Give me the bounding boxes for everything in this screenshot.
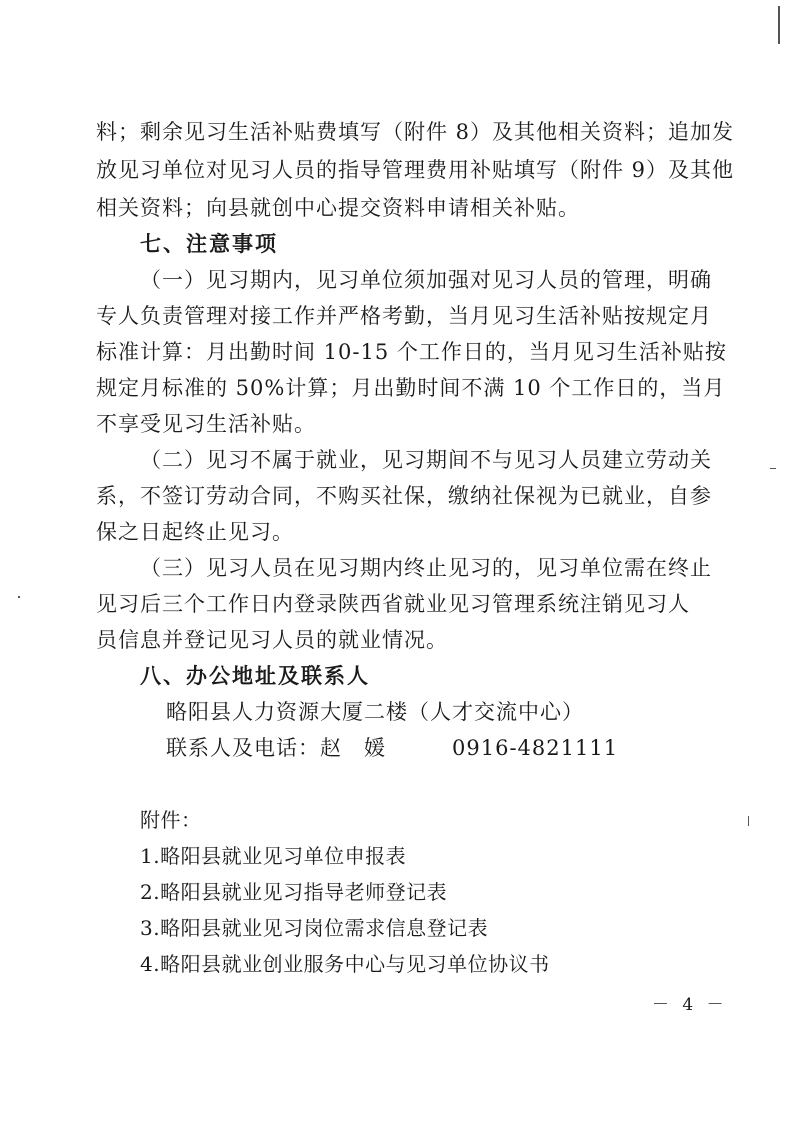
paragraph-line: 标准计算：月出勤时间 10-15 个工作日的，当月见习生活补贴按	[96, 340, 727, 364]
paragraph-line: （二）见习不属于就业，见习期间不与见习人员建立劳动关	[140, 448, 712, 472]
paragraph-line: 见习后三个工作日内登录陕西省就业见习管理系统注销见习人	[96, 592, 690, 616]
paragraph-line: 员信息并登记见习人员的就业情况。	[96, 628, 448, 652]
body-line: 相关资料；向县就创中心提交资料申请相关补贴。	[96, 196, 580, 220]
contact-info: 联系人及电话：赵 媛 0916-4821111	[166, 736, 619, 760]
section-heading: 八、办公地址及联系人	[140, 663, 370, 688]
scan-artifact	[778, 6, 780, 44]
scan-artifact	[18, 596, 20, 598]
scan-artifact	[748, 816, 749, 826]
attachment-item: 3.略阳县就业见习岗位需求信息登记表	[140, 916, 489, 940]
paragraph-line: 规定月标准的 50%计算；月出勤时间不满 10 个工作日的，当月	[96, 376, 726, 400]
attachments-label: 附件：	[140, 808, 202, 832]
attachment-item: 2.略阳县就业见习指导老师登记表	[140, 880, 448, 904]
attachment-item: 1.略阳县就业见习单位申报表	[140, 844, 407, 868]
body-line: 放见习单位对见习人员的指导管理费用补贴填写（附件 9）及其他	[96, 158, 735, 182]
body-line: 料；剩余见习生活补贴费填写（附件 8）及其他相关资料；追加发	[96, 120, 735, 144]
paragraph-line: 系，不签订劳动合同，不购买社保，缴纳社保视为已就业，自参	[96, 484, 712, 508]
attachment-item: 4.略阳县就业创业服务中心与见习单位协议书	[140, 952, 550, 976]
office-address: 略阳县人力资源大厦二楼（人才交流中心）	[166, 700, 584, 724]
scan-artifact	[770, 468, 776, 469]
section-heading: 七、注意事项	[140, 231, 278, 256]
paragraph-line: （三）见习人员在见习期内终止见习的，见习单位需在终止	[140, 556, 712, 580]
paragraph-line: 不享受见习生活补贴。	[96, 412, 316, 436]
paragraph-line: 专人负责管理对接工作并严格考勤，当月见习生活补贴按规定月	[96, 304, 712, 328]
paragraph-line: 保之日起终止见习。	[96, 520, 294, 544]
page-number: － 4 －	[652, 995, 728, 1015]
paragraph-line: （一）见习期内，见习单位须加强对见习人员的管理，明确	[140, 268, 712, 292]
